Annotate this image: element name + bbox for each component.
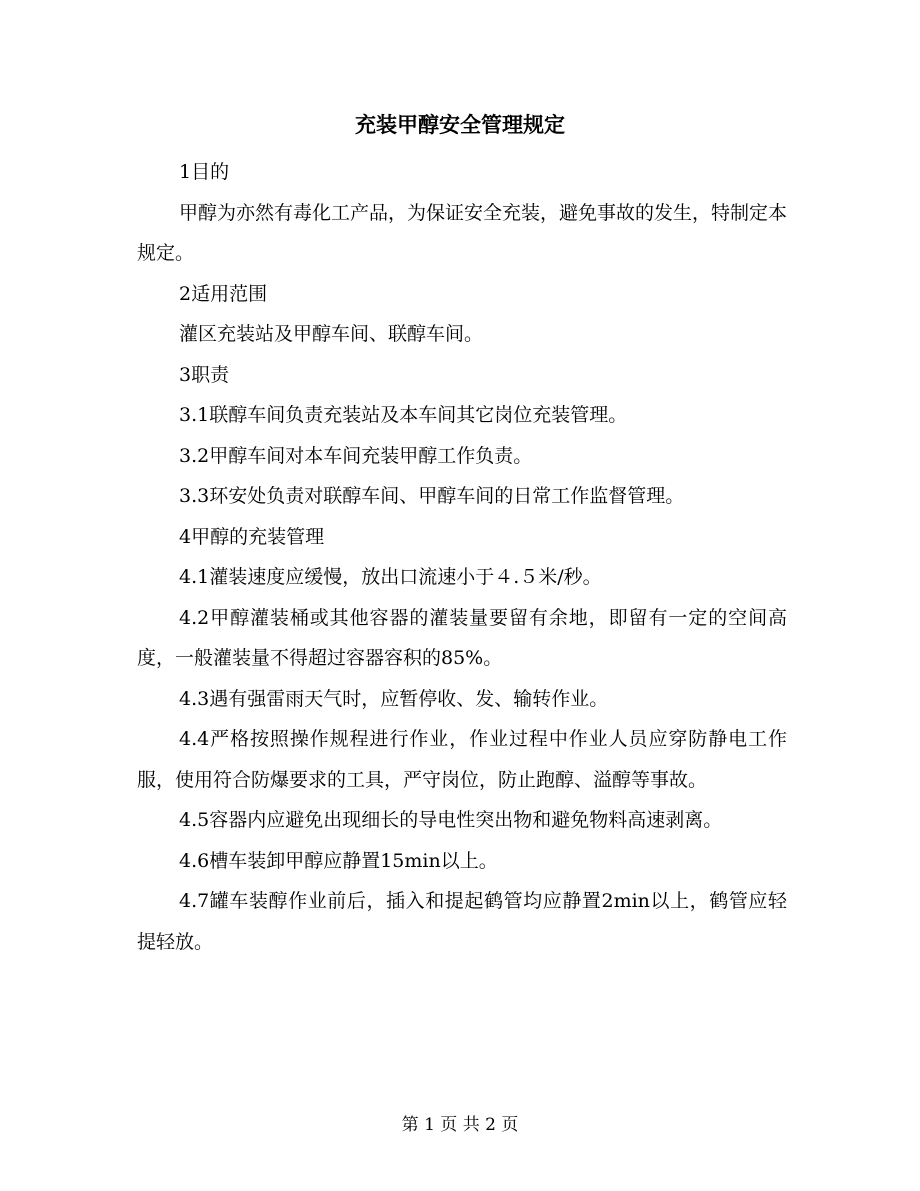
paragraph: 4.4严格按照操作规程进行作业，作业过程中作业人员应穿防静电工作服，使用符合防爆要求的工具，严守岗位，防止跑醇、溢醇等事故。 — [137, 728, 787, 791]
page-footer: 第 1 页 共 2 页 — [401, 1115, 519, 1135]
paragraph: 3.3环安处负责对联醇车间、甲醇车间的日常工作监督管理。 — [179, 485, 685, 507]
paragraph: 3.1联醇车间负责充装站及本车间其它岗位充装管理。 — [179, 404, 628, 426]
paragraph: 甲醇为亦然有毒化工产品，为保证安全充装，避免事故的发生，特制定本规定。 — [137, 201, 788, 264]
section-heading: 1目的 — [179, 161, 230, 183]
paragraph: 4.2甲醇灌装桶或其他容器的灌装量要留有余地，即留有一定的空间高度，一般灌装量不得超过容器容积的85%。 — [137, 606, 787, 669]
paragraph: 4.3遇有强雷雨天气时，应暂停收、发、输转作业。 — [179, 687, 609, 710]
paragraph: 4.6槽车装卸甲醇应静置15min以上。 — [179, 849, 498, 872]
paragraph: 4.1灌装速度应缓慢，放出口流速小于４.５米/秒。 — [179, 566, 602, 588]
document-title: 充装甲醇安全管理规定 — [355, 112, 565, 137]
document-body — [137, 152, 787, 962]
paragraph: 灌区充装站及甲醇车间、联醇车间。 — [179, 323, 484, 345]
section-heading: 2适用范围 — [179, 282, 268, 305]
paragraph: 4.7罐车装醇作业前后，插入和提起鹤管均应静置2min以上，鹤管应轻提轻放。 — [137, 890, 787, 953]
section-heading: 3职责 — [179, 363, 230, 386]
section-heading: 4甲醇的充装管理 — [179, 525, 325, 548]
paragraph: 3.2甲醇车间对本车间充装甲醇工作负责。 — [179, 444, 533, 467]
paragraph: 4.5容器内应避免出现细长的导电性突出物和避免物料高速剥离。 — [179, 809, 723, 831]
